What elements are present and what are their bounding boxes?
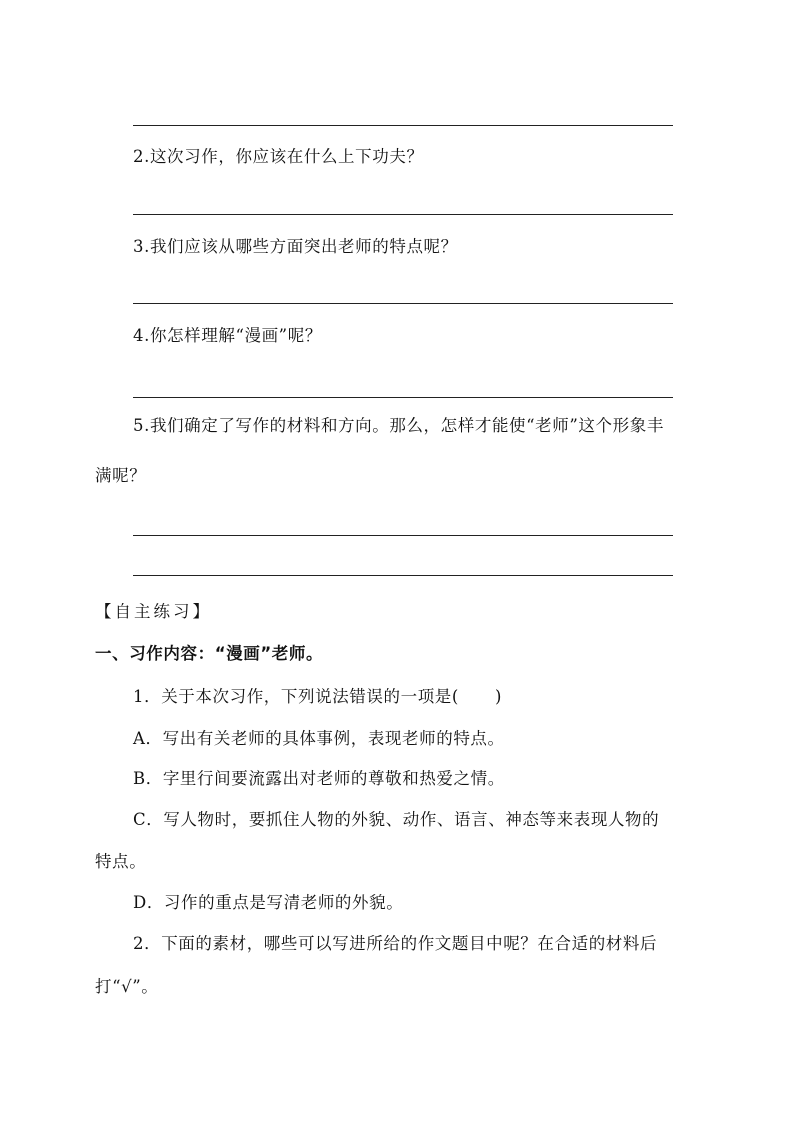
answer-line-4	[133, 397, 673, 398]
material-question-line-1: 2．下面的素材，哪些可以写进所给的作文题目中呢？在合适的材料后	[133, 934, 658, 953]
section-header: 【自主练习】	[95, 602, 212, 621]
question-4: 4.你怎样理解“漫画”呢？	[133, 326, 322, 345]
option-d: D．习作的重点是写清老师的外貌。	[133, 893, 404, 912]
option-a: A．写出有关老师的具体事例，表现老师的特点。	[133, 729, 505, 748]
answer-line-5a	[133, 535, 673, 536]
question-5-line-2: 满呢？	[95, 466, 147, 485]
mc-question-1-stem: 1．关于本次习作，下列说法错误的一项是(	[133, 687, 459, 706]
answer-line-1	[133, 125, 673, 126]
question-2: 2.这次习作，你应该在什么上下功夫？	[133, 147, 424, 166]
option-b: B．字里行间要流露出对老师的尊敬和热爱之情。	[133, 769, 505, 788]
mc-question-1-close: )	[494, 687, 502, 706]
answer-line-2	[133, 214, 673, 215]
part-one-title: 一、习作内容：“漫画”老师。	[95, 644, 324, 663]
mc-question-1	[133, 683, 502, 707]
answer-line-3	[133, 303, 673, 304]
question-5-line-1: 5.我们确定了写作的材料和方向。那么，怎样才能使“老师”这个形象丰	[133, 416, 664, 435]
option-c-line-1: C．写人物时，要抓住人物的外貌、动作、语言、神态等来表现人物的	[133, 810, 660, 829]
option-c-line-2: 特点。	[95, 852, 147, 871]
answer-line-5b	[133, 575, 673, 576]
material-question-line-2: 打“√”。	[95, 977, 159, 996]
question-3: 3.我们应该从哪些方面突出老师的特点呢？	[133, 237, 458, 256]
